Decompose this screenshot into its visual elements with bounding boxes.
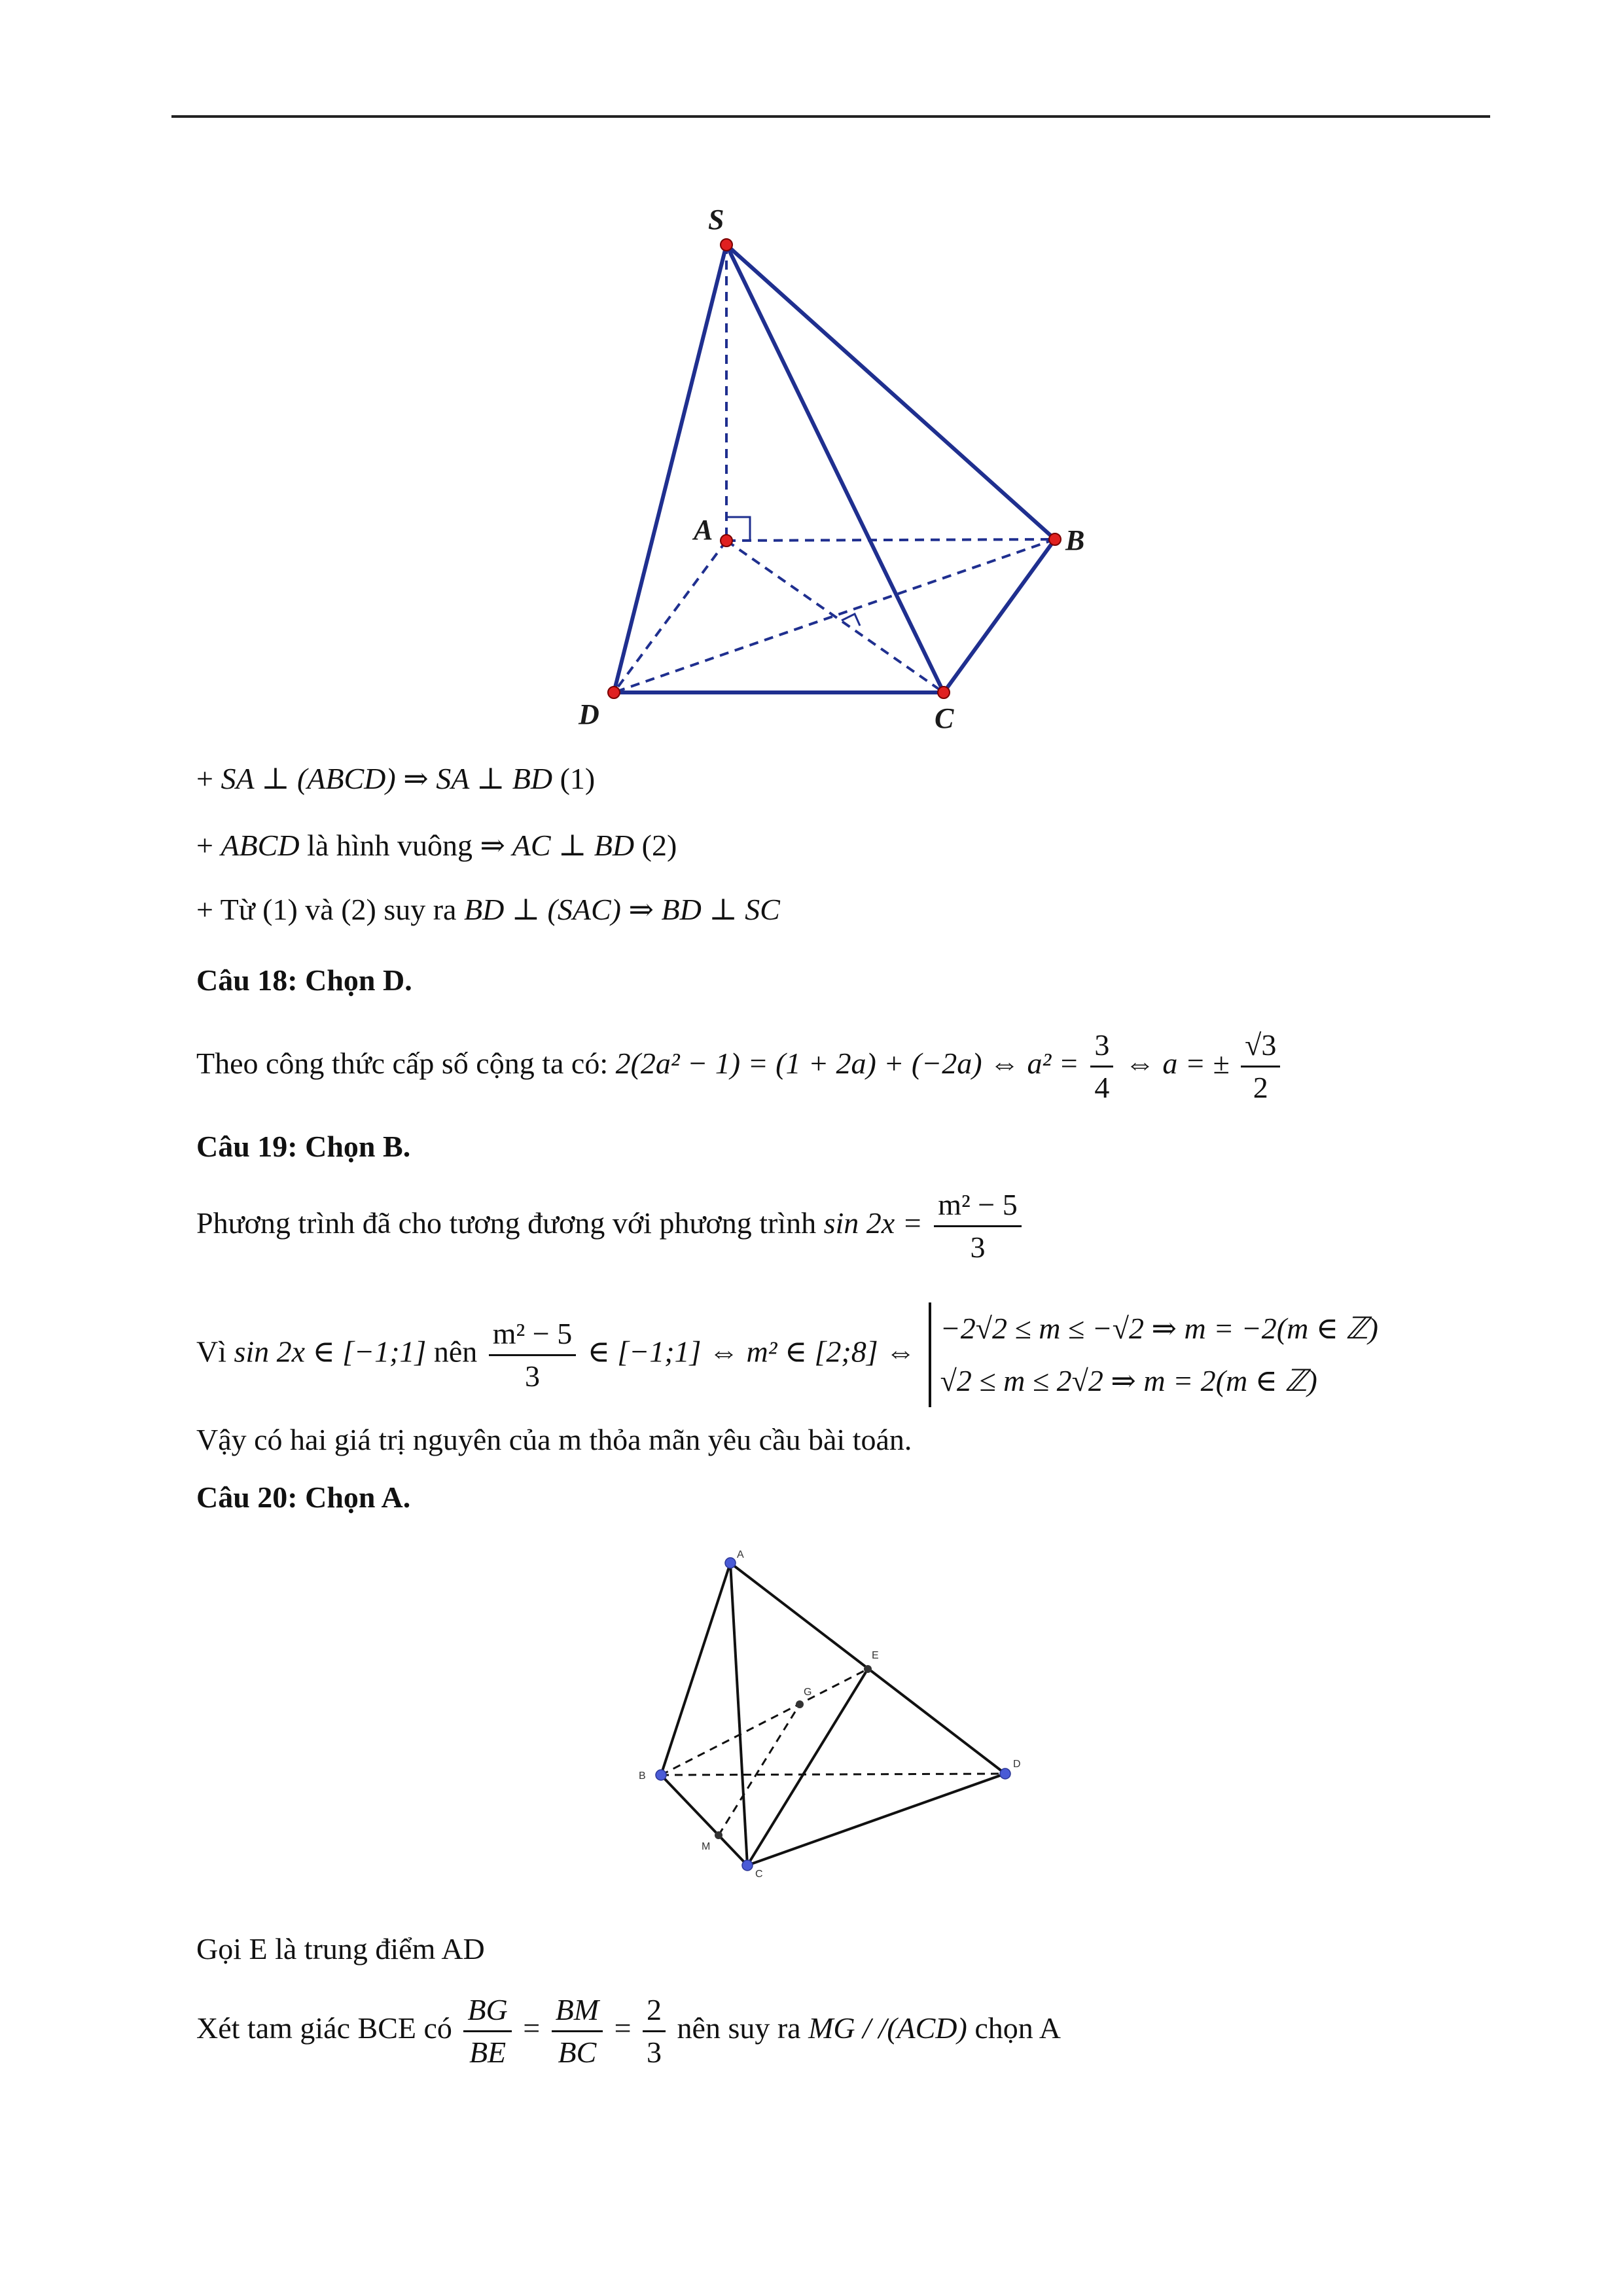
line-prefix: + (196, 762, 221, 795)
point-C (938, 687, 950, 698)
line-text: nên suy ra (677, 2011, 809, 2045)
point-B (656, 1770, 666, 1780)
fraction-m2-5-over-3 (934, 1185, 1022, 1268)
edge-AB (661, 1563, 730, 1775)
fraction-bm-bc (552, 1990, 603, 2073)
line-suffix: (1) (552, 762, 596, 795)
edge-AC (730, 1563, 747, 1865)
line-text: Theo công thức cấp số cộng ta có: (196, 1047, 616, 1081)
math-expr: SA ⊥ (ABCD) ⇒ SA ⊥ BD (221, 762, 553, 795)
equals-sign: = (614, 2011, 632, 2045)
label-A: A (694, 514, 713, 546)
label-C: C (755, 1869, 763, 1880)
label-S: S (708, 204, 724, 236)
math-expr: BD ⊥ (SAC) ⇒ BD ⊥ SC (463, 893, 780, 926)
point-A (721, 535, 732, 547)
line-abcd-square (196, 826, 677, 865)
header-rule (171, 115, 1490, 118)
label-D: D (1013, 1759, 1021, 1770)
label-B: B (1065, 524, 1085, 556)
math-expr: 2(2a² − 1) = (1 + 2a) + (−2a) ⇔ a² = (615, 1047, 1079, 1081)
label-C: C (935, 702, 954, 734)
math-expr: ⇔ a = ± (1124, 1047, 1230, 1081)
tetrahedron-figure (628, 1538, 1034, 1885)
edge-SB (726, 245, 1055, 539)
fraction-m2-5-over-3 (489, 1314, 577, 1397)
edge-SD (614, 245, 726, 692)
point-D (608, 687, 620, 698)
edge-CB (944, 539, 1055, 692)
line-equivalent-equation (196, 1185, 1026, 1268)
math-expr: MG / /(ACD) (808, 2011, 967, 2045)
math-expr: ⇒ AC ⊥ BD (480, 829, 635, 862)
label-M: M (702, 1841, 711, 1852)
fraction-denominator: 3 (643, 2030, 666, 2073)
fraction-numerator: BM (555, 1993, 599, 2026)
case-line-2: √2 ≤ m ≤ 2√2 ⇒ m = 2(m ∈ ℤ) (940, 1364, 1317, 1397)
fraction-denominator: 3 (489, 1354, 577, 1397)
line-sa-perp (196, 759, 595, 798)
label-D: D (579, 698, 599, 730)
math-expr: sin 2x = (823, 1206, 923, 1240)
line-text: Phương trình đã cho tương đương với phương trình (196, 1206, 824, 1240)
math-expr: ABCD (221, 829, 300, 862)
line-text: Xét tam giác BCE có (196, 2011, 460, 2045)
point-B (1049, 533, 1061, 545)
line-range-condition (196, 1302, 1378, 1407)
edge-AB (726, 539, 1055, 541)
fraction-numerator: 3 (1094, 1028, 1110, 1062)
fraction-bg-be (463, 1990, 511, 2073)
math-expr: sin 2x ∈ [−1;1] (234, 1335, 427, 1369)
case-line-1: −2√2 ≤ m ≤ −√2 ⇒ m = −2(m ∈ ℤ) (940, 1312, 1378, 1345)
fraction-numerator: 2 (647, 1993, 662, 2026)
fraction-denominator: 4 (1090, 1066, 1113, 1108)
label-G: G (804, 1687, 812, 1698)
fraction-denominator: BC (552, 2030, 603, 2073)
point-S (721, 239, 732, 251)
point-E (864, 1665, 872, 1673)
edge-SC (726, 245, 944, 692)
question-20-heading: Câu 20: Chọn A. (196, 1480, 411, 1514)
question-18-heading: Câu 18: Chọn D. (196, 963, 412, 997)
fraction-denominator: BE (463, 2030, 511, 2073)
fraction-numerator: m² − 5 (938, 1188, 1018, 1221)
fraction-denominator: 2 (1241, 1066, 1280, 1108)
line-text: chọn A (967, 2011, 1061, 2045)
math-expr: ∈ [−1;1] ⇔ m² ∈ [2;8] ⇔ (587, 1335, 916, 1369)
diag-AC (726, 541, 944, 692)
fraction-2-3 (643, 1990, 666, 2073)
edge-CD (747, 1774, 1005, 1865)
line-text: nên (426, 1335, 485, 1369)
question-19-heading: Câu 19: Chọn B. (196, 1130, 411, 1163)
label-E: E (872, 1650, 879, 1661)
line-text: là hình vuông (299, 829, 480, 862)
line-prefix: + (196, 829, 221, 862)
line-prefix: + Từ (1) và (2) suy ra (196, 893, 464, 926)
line-conclusion-bd-sc (196, 890, 780, 929)
point-C (742, 1860, 753, 1871)
point-D (1000, 1768, 1010, 1779)
fraction-numerator: BG (467, 1993, 508, 2026)
line-suffix: (2) (634, 829, 677, 862)
label-B: B (639, 1770, 646, 1782)
fraction-numerator: √3 (1245, 1028, 1277, 1062)
line-triangle-bce (196, 1990, 1061, 2073)
line-text: Vì (196, 1335, 234, 1369)
case-system (929, 1302, 1378, 1407)
fraction-3-4 (1090, 1025, 1113, 1108)
point-A (725, 1558, 736, 1568)
line-arithmetic-progression (196, 1025, 1284, 1108)
fraction-numerator: m² − 5 (492, 1316, 573, 1350)
pyramid-figure (556, 196, 1113, 746)
line-midpoint-e: Gọi E là trung điểm AD (196, 1932, 485, 1965)
fraction-sqrt3-2 (1241, 1025, 1280, 1108)
edge-AD (614, 541, 726, 692)
point-M (715, 1831, 722, 1839)
fraction-denominator: 3 (934, 1225, 1022, 1268)
line-two-integer-values: Vậy có hai giá trị nguyên của m thỏa mãn yêu cầu bài toán. (196, 1423, 912, 1456)
point-G (796, 1700, 804, 1708)
segment-CE (747, 1669, 868, 1865)
edge-BD (661, 1774, 1005, 1775)
equals-sign: = (523, 2011, 541, 2045)
label-A: A (737, 1549, 744, 1560)
